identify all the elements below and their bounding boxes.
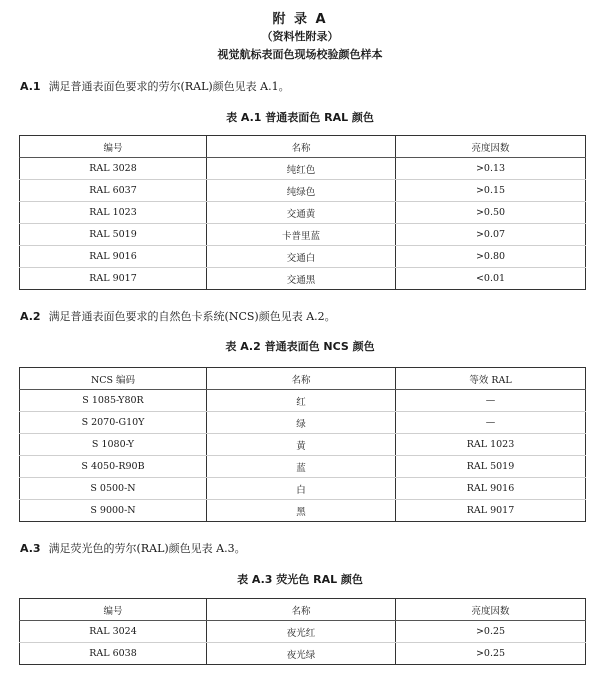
header-cell: 亮度因数 [396,599,586,621]
table-header-row [20,368,586,390]
name-cell: 白 [207,478,396,500]
table-a2 [19,367,586,522]
table-row [20,434,586,456]
name-cell: 黄 [207,434,396,456]
name-cell: 交通黄 [207,202,396,224]
table-header-row [20,136,586,158]
header-cell: 编号 [20,136,207,158]
name-cell: 夜光红 [207,621,396,643]
table-row [20,478,586,500]
name-cell: 夜光绿 [207,643,396,665]
table-a3 [19,598,586,665]
header-cell: NCS 编码 [20,368,207,390]
table-row [20,643,586,665]
value-cell: >0.15 [396,180,586,202]
value-cell: >0.50 [396,202,586,224]
header-cell: 等效 RAL [396,368,586,390]
value-cell: RAL 9017 [396,500,586,522]
code-cell: S 2070-G10Y [20,412,207,434]
code-cell: S 4050-R90B [20,456,207,478]
code-cell: RAL 5019 [20,224,207,246]
code-cell: RAL 6037 [20,180,207,202]
clause-a2 [20,308,336,324]
value-cell: RAL 1023 [396,434,586,456]
value-cell: >0.13 [396,158,586,180]
header-cell: 名称 [207,368,396,390]
header-cell: 亮度因数 [396,136,586,158]
value-cell: <0.01 [396,268,586,290]
code-cell: RAL 6038 [20,643,207,665]
code-cell: S 1080-Y [20,434,207,456]
code-cell: RAL 3028 [20,158,207,180]
clause-text: 满足普通表面色要求的自然色卡系统(NCS)颜色见表 A.2。 [48,310,336,323]
code-cell: RAL 1023 [20,202,207,224]
clause-number: A.1 [20,80,41,93]
value-cell: >0.07 [396,224,586,246]
code-cell: S 9000-N [20,500,207,522]
value-cell: >0.25 [396,643,586,665]
table-a3-caption: 表 A.3 荧光色 RAL 颜色 [237,573,363,586]
value-cell: RAL 9016 [396,478,586,500]
name-cell: 纯绿色 [207,180,396,202]
table-row [20,202,586,224]
name-cell: 交通白 [207,246,396,268]
name-cell: 黑 [207,500,396,522]
table-a1 [19,135,586,290]
code-cell: RAL 3024 [20,621,207,643]
clause-number: A.3 [20,542,41,555]
table-row [20,180,586,202]
name-cell: 绿 [207,412,396,434]
code-cell: RAL 9017 [20,268,207,290]
table-row [20,621,586,643]
clause-a3 [20,540,246,556]
table-row [20,224,586,246]
code-cell: S 1085-Y80R [20,390,207,412]
table-row [20,412,586,434]
table-row [20,500,586,522]
clause-a1 [20,78,290,94]
table-a1-caption: 表 A.1 普通表面色 RAL 颜色 [226,111,374,124]
clause-number: A.2 [20,310,41,323]
name-cell: 纯红色 [207,158,396,180]
table-row [20,268,586,290]
code-cell: S 0500-N [20,478,207,500]
table-row [20,246,586,268]
value-cell: >0.25 [396,621,586,643]
appendix-heading: 视觉航标表面色现场校验颜色样本 [217,48,383,61]
name-cell: 蓝 [207,456,396,478]
value-cell: RAL 5019 [396,456,586,478]
name-cell: 卡普里蓝 [207,224,396,246]
header-cell: 名称 [207,136,396,158]
clause-text: 满足荧光色的劳尔(RAL)颜色见表 A.3。 [48,542,246,555]
table-row [20,158,586,180]
header-cell: 编号 [20,599,207,621]
table-a2-caption: 表 A.2 普通表面色 NCS 颜色 [225,340,375,353]
code-cell: RAL 9016 [20,246,207,268]
table-row [20,390,586,412]
header-cell: 名称 [207,599,396,621]
appendix-title: 附 录 A [272,12,328,27]
value-cell: >0.80 [396,246,586,268]
table-header-row [20,599,586,621]
appendix-subtitle: （资料性附录） [261,30,339,43]
table-row [20,456,586,478]
name-cell: 交通黑 [207,268,396,290]
value-cell: — [396,390,586,412]
clause-text: 满足普通表面色要求的劳尔(RAL)颜色见表 A.1。 [48,80,290,93]
value-cell: — [396,412,586,434]
name-cell: 红 [207,390,396,412]
